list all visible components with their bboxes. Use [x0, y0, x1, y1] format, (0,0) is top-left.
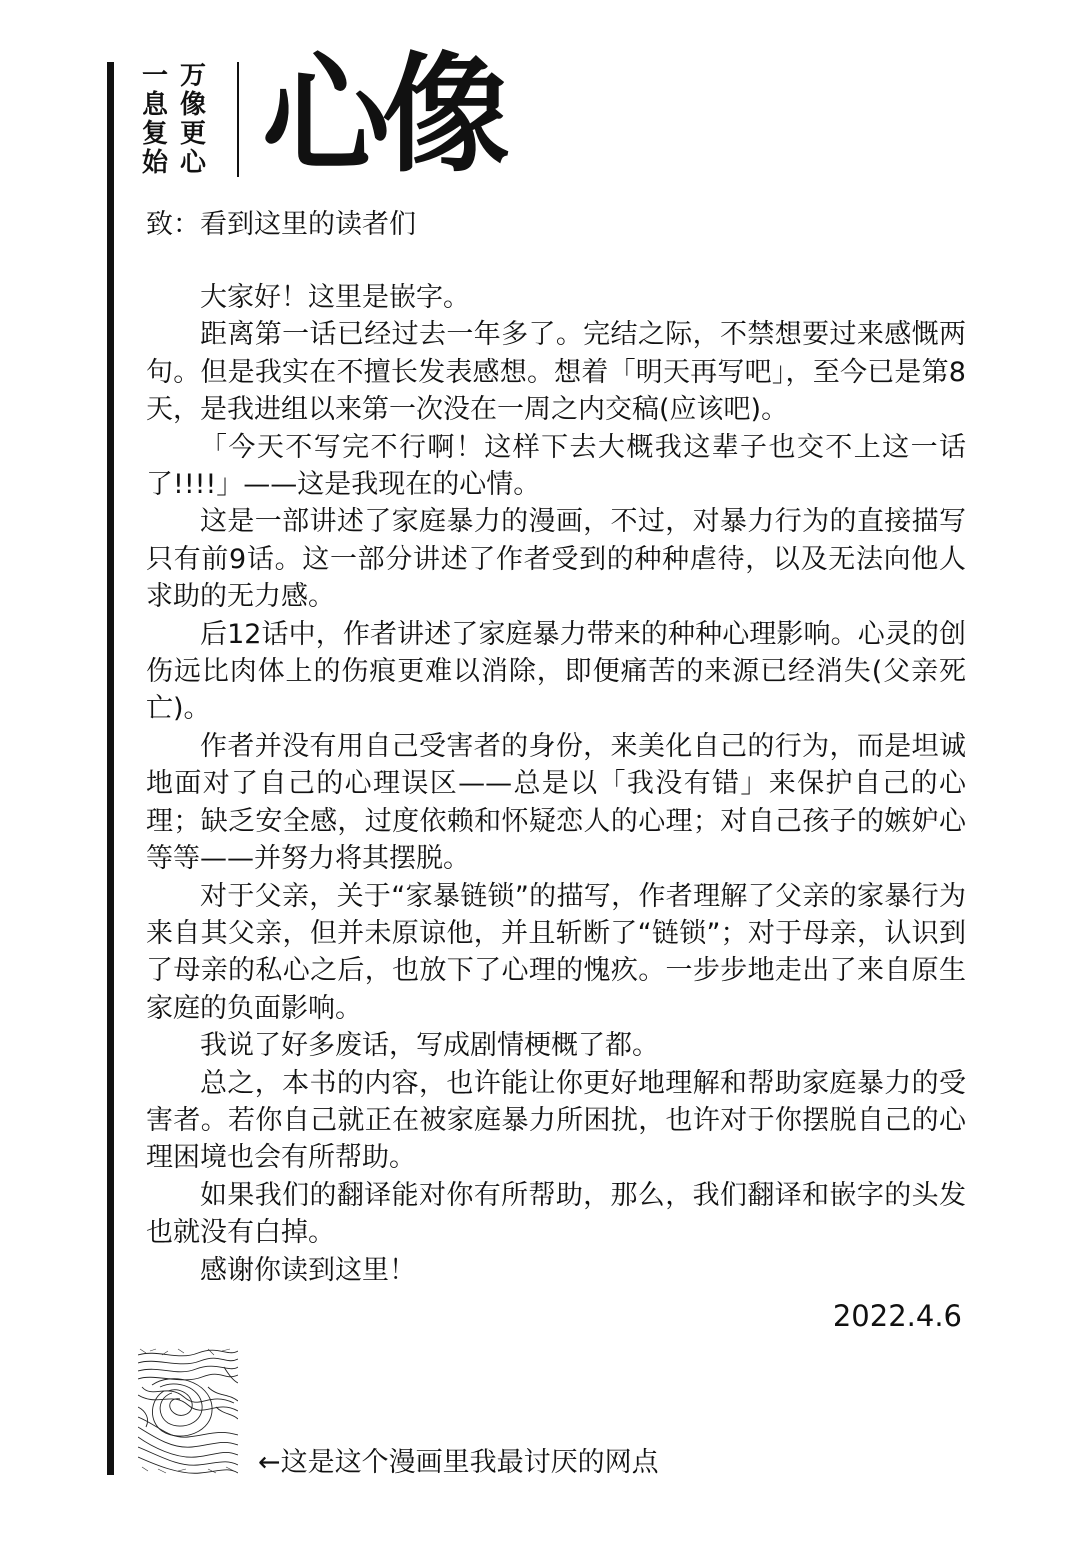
letter-paragraph: 我说了好多废话，写成剧情梗概了都。 — [200, 1030, 659, 1062]
motto-char: 始 — [141, 148, 168, 178]
screentone-sample-image — [138, 1347, 238, 1477]
motto-line — [138, 62, 210, 91]
motto-line — [138, 149, 210, 178]
header-divider — [237, 62, 239, 177]
screentone-caption: ←这是这个漫画里我最讨厌的网点 — [258, 1447, 659, 1478]
motto-block — [138, 62, 210, 178]
letter-paragraph: 总之，本书的内容，也许能让你更好地理解和帮助家庭暴力的受害者。若你自己就正在被家庭暴力所困扰，也许对于你摆脱自己的心理困境也会有所帮助。 — [146, 1067, 966, 1174]
letter-paragraph: 作者并没有用自己受害者的身份，来美化自己的行为，而是坦诚地面对了自己的心理误区——总是以「我没有错」来保护自己的心理；缺乏安全感，过度依赖和怀疑恋人的心理；对自己孩子的嫉妒心等等——并努力将其摆脱。 — [146, 730, 966, 875]
motto-line — [138, 120, 210, 149]
motto-char: 息 — [141, 90, 168, 120]
letter-addressee: 致：看到这里的读者们 — [146, 209, 416, 240]
motto-char: 更 — [179, 119, 206, 149]
letter-paragraph: 距离第一话已经过去一年多了。完结之际，不禁想要过来感慨两句。但是我实在不擅长发表感想。想着「明天再写吧」，至今已是第8天，是我进组以来第一次没在一周之内交稿(应该吧)。 — [146, 319, 966, 426]
letter-paragraph: 这是一部讲述了家庭暴力的漫画，不过，对暴力行为的直接描写只有前9话。这一部分讲述了作者受到的种种虐待，以及无法向他人求助的无力感。 — [146, 506, 966, 613]
letter-paragraph: 对于父亲，关于“家暴链锁”的描写，作者理解了父亲的家暴行为来自其父亲，但并未原谅他，并且斩断了“链锁”；对于母亲，认识到了母亲的私心之后，也放下了心理的愧疚。一步步地走出了来自原生家庭的负面影响。 — [146, 880, 966, 1024]
motto-char: 复 — [141, 119, 168, 149]
left-border-rule — [107, 62, 114, 1475]
letter-body — [146, 279, 966, 1289]
letter-paragraph: 「今天不写完不行啊！这样下去大概我这辈子也交不上这一话了!!!!」——这是我现在的心情。 — [146, 431, 966, 501]
letter-paragraph: 感谢你读到这里！ — [200, 1254, 416, 1286]
letter-date: 2022.4.6 — [832, 1299, 962, 1333]
motto-char: 像 — [179, 90, 206, 120]
motto-line — [138, 91, 210, 120]
motto-char: 一 — [141, 61, 168, 91]
letter-paragraph: 大家好！这里是嵌字。 — [200, 282, 470, 313]
letter-paragraph: 后12话中，作者讲述了家庭暴力带来的种种心理影响。心灵的创伤远比肉体上的伤痕更难以消除，即便痛苦的来源已经消失(父亲死亡)。 — [146, 618, 966, 725]
motto-char: 万 — [179, 61, 206, 91]
letter-paragraph: 如果我们的翻译能对你有所帮助，那么，我们翻译和嵌字的头发也就没有白掉。 — [146, 1179, 966, 1249]
motto-char: 心 — [179, 148, 206, 178]
logo-wordmark: 心像 — [262, 40, 503, 190]
